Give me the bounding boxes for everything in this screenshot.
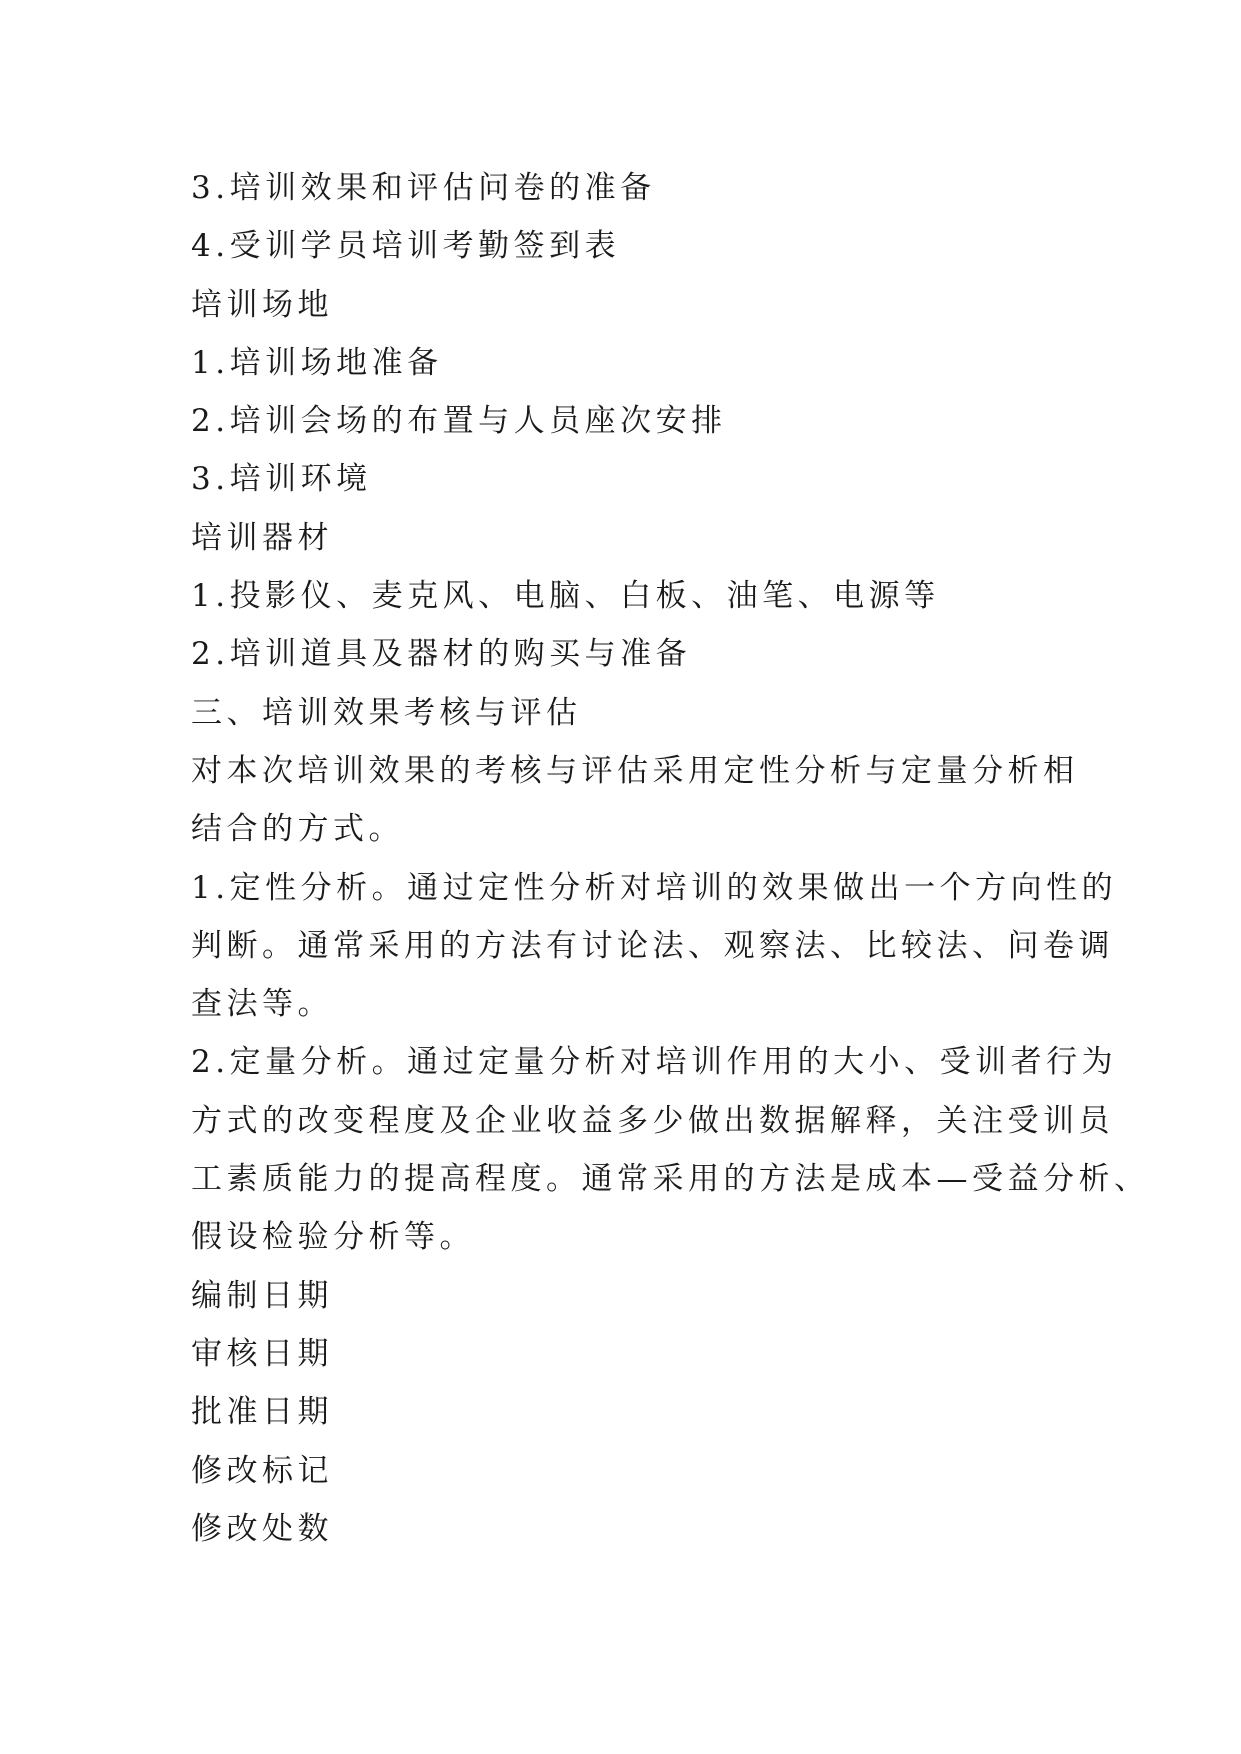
paragraph-line: 假设检验分析等。 bbox=[191, 1219, 475, 1256]
list-item-environment: 3.培训环境 bbox=[191, 461, 372, 498]
meta-field-revision-mark: 修改标记 bbox=[191, 1452, 333, 1489]
list-item-devices: 1.投影仪、麦克风、电脑、白板、油笔、电源等 bbox=[191, 578, 940, 615]
meta-field-revision-count: 修改处数 bbox=[191, 1510, 333, 1547]
list-item-props: 2.培训道具及器材的购买与准备 bbox=[191, 636, 692, 673]
paragraph-line: 方式的改变程度及企业收益多少做出数据解释，关注受训员 bbox=[191, 1102, 1114, 1139]
section-heading-evaluation: 三、培训效果考核与评估 bbox=[191, 694, 582, 731]
section-heading-venue: 培训场地 bbox=[191, 286, 333, 323]
list-item-venue-prep: 1.培训场地准备 bbox=[191, 344, 443, 381]
section-heading-equipment: 培训器材 bbox=[191, 519, 333, 556]
list-item-questionnaire: 3.培训效果和评估问卷的准备 bbox=[191, 170, 656, 206]
paragraph-line: 对本次培训效果的考核与评估采用定性分析与定量分析相 bbox=[191, 752, 1079, 789]
paragraph-line: 查法等。 bbox=[191, 986, 333, 1023]
meta-field-compile-date: 编制日期 bbox=[191, 1277, 333, 1314]
paragraph-line: 1.定性分析。通过定性分析对培训的效果做出一个方向性的 bbox=[191, 869, 1118, 906]
paragraph-line: 结合的方式。 bbox=[191, 811, 404, 848]
meta-field-approval-date: 批准日期 bbox=[191, 1394, 333, 1431]
paragraph-line: 判断。通常采用的方法有讨论法、观察法、比较法、问卷调 bbox=[191, 927, 1114, 964]
meta-field-review-date: 审核日期 bbox=[191, 1335, 333, 1372]
list-item-venue-layout: 2.培训会场的布置与人员座次安排 bbox=[191, 403, 727, 440]
paragraph-line: 工素质能力的提高程度。通常采用的方法是成本—受益分析、 bbox=[191, 1161, 1150, 1198]
document-body bbox=[191, 159, 1150, 1558]
list-item-attendance-sheet: 4.受训学员培训考勤签到表 bbox=[191, 228, 621, 265]
paragraph-line: 2.定量分析。通过定量分析对培训作用的大小、受训者行为 bbox=[191, 1044, 1118, 1081]
